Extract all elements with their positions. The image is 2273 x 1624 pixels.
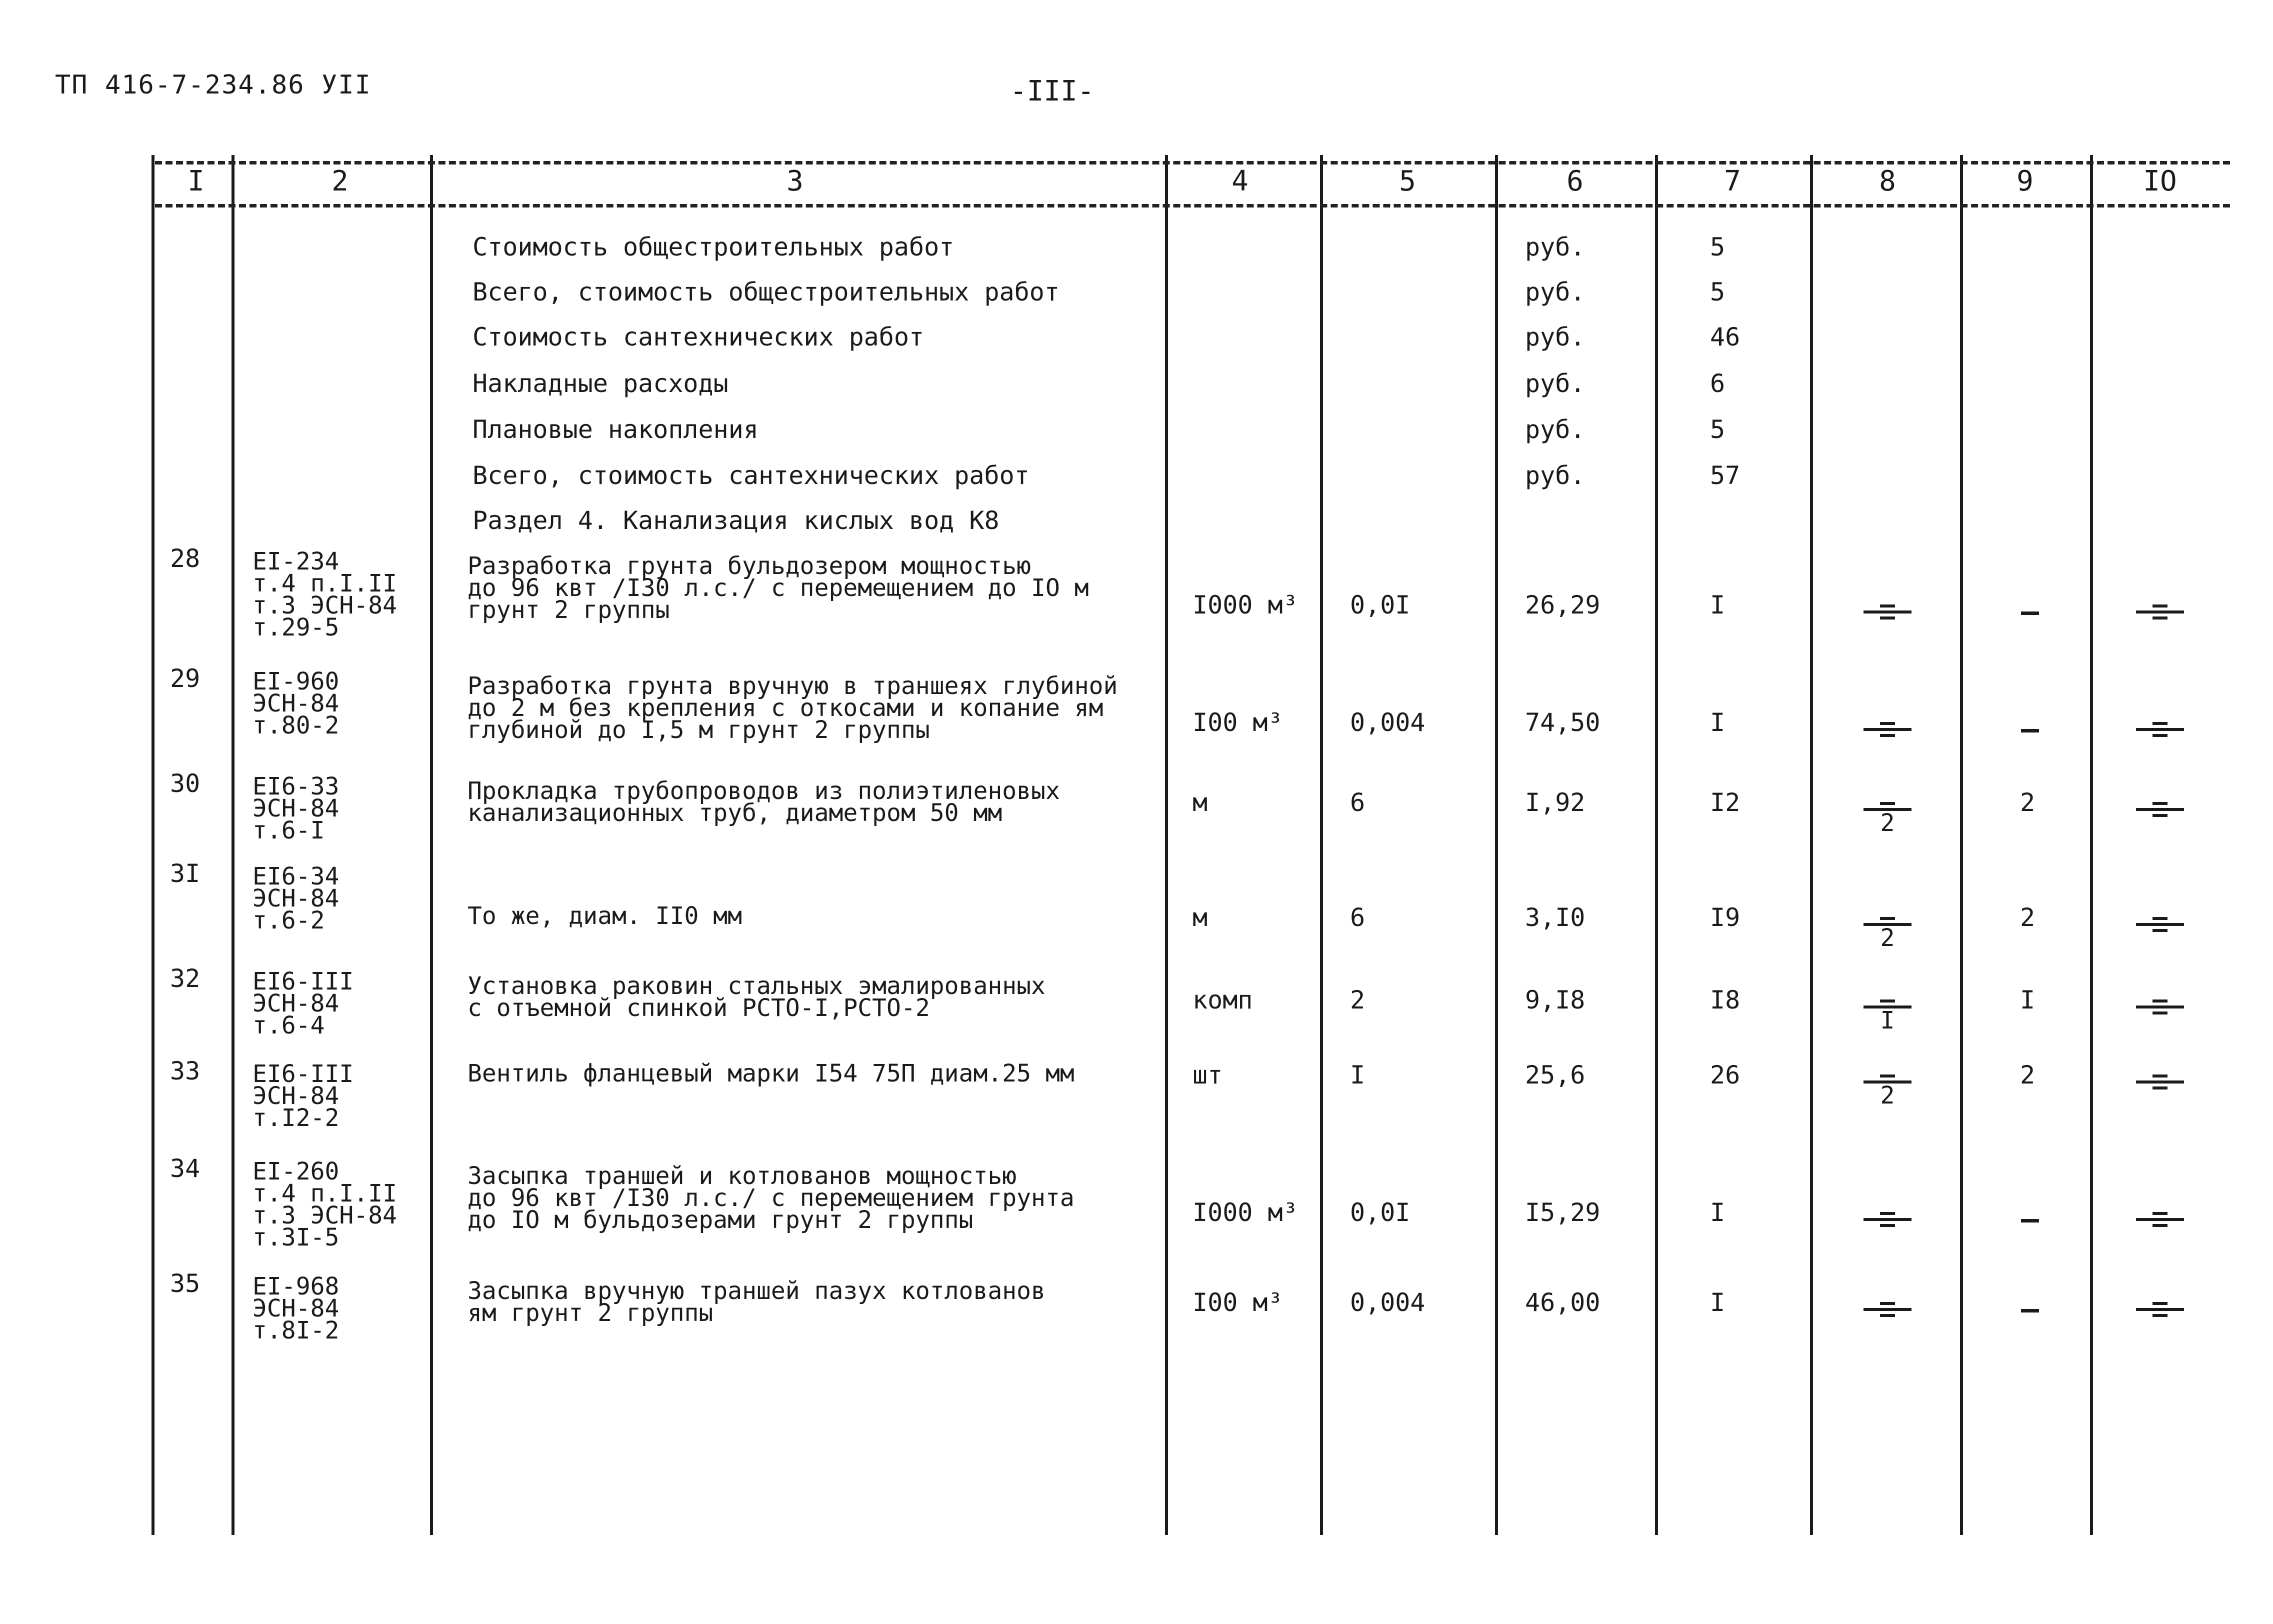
row-code: EI-260 т.4 п.I.II т.3 ЭСН-84 т.3I-5	[252, 1158, 397, 1252]
summary-unit: руб.	[1525, 369, 1586, 398]
row-price: 46,00	[1525, 1288, 1600, 1317]
fraction-bar	[2136, 1308, 2184, 1311]
row-code: EI6-33 ЭСН-84 т.6-I	[252, 772, 340, 844]
row-quantity: 6	[1350, 788, 1366, 817]
fraction-denominator: 2	[1880, 924, 1895, 952]
column-divider	[1320, 155, 1323, 1535]
fraction-bar	[2136, 610, 2184, 614]
row-quantity: 6	[1350, 903, 1366, 932]
fraction-tick	[2152, 722, 2168, 725]
fraction-tick	[1880, 1302, 1895, 1305]
fraction-tick	[2152, 1074, 2168, 1078]
col9-dash	[2021, 1219, 2039, 1222]
fraction-tick	[1880, 1212, 1895, 1215]
row-quantity: 2	[1350, 986, 1366, 1014]
row-code: EI6-34 ЭСН-84 т.6-2	[252, 862, 340, 934]
fraction-tick	[1880, 1000, 1895, 1002]
fraction-tick	[2152, 1224, 2168, 1227]
fraction-tick	[1880, 917, 1895, 920]
row-code: EI6-III ЭСН-84 т.I2-2	[252, 1060, 354, 1132]
col8-fraction	[1860, 1072, 1915, 1108]
row-description: Вентиль фланцевый марки I54 75П диам.25 мм	[468, 1060, 1074, 1088]
col10-fraction	[2132, 1072, 2188, 1092]
fraction-tick	[2152, 734, 2168, 737]
fraction-tick	[2152, 604, 2168, 608]
column-number-10: IO	[2143, 165, 2177, 198]
row-description: Разработка грунта вручную в траншеях глубиной до 2 м без крепления с откосами и копание ям глубиной до I,5 м грунт 2 группы	[468, 672, 1118, 744]
row-price: 9,I8	[1525, 986, 1586, 1014]
row-col7: I9	[1710, 903, 1740, 932]
summary-unit: руб.	[1525, 415, 1586, 444]
header-bottom-rule	[155, 204, 2230, 208]
fraction-tick	[2152, 929, 2168, 932]
column-number-6: 6	[1566, 165, 1584, 198]
fraction-denominator	[1880, 616, 1895, 620]
row-col7: I2	[1710, 788, 1740, 817]
summary-name: Всего, стоимость общестроительных работ	[472, 278, 1060, 306]
row-unit: м	[1192, 788, 1208, 817]
col10-fraction	[2132, 602, 2188, 622]
column-number-4: 4	[1232, 165, 1248, 198]
row-col9: I	[2020, 986, 2036, 1014]
row-code: EI-960 ЭСН-84 т.80-2	[252, 668, 340, 740]
fraction-bar	[2136, 808, 2184, 811]
column-number-2: 2	[332, 165, 348, 198]
summary-value: 57	[1710, 461, 1740, 490]
row-description: Прокладка трубопроводов из полиэтиленовых канализационных труб, диаметром 50 мм	[468, 777, 1060, 827]
document-code: ТП 416-7-234.86 УII	[55, 70, 372, 100]
column-divider	[1655, 155, 1658, 1535]
fraction-bar	[1864, 728, 1912, 731]
fraction-tick	[2152, 1314, 2168, 1317]
row-price: 26,29	[1525, 590, 1600, 620]
fraction-tick	[1880, 722, 1895, 725]
row-col9: 2	[2020, 1060, 2036, 1090]
column-divider	[1165, 155, 1168, 1535]
fraction-bar	[1864, 1218, 1912, 1221]
fraction-denominator	[1880, 1224, 1895, 1227]
summary-value: 5	[1710, 232, 1726, 262]
col10-fraction	[2132, 719, 2188, 740]
row-unit: I00 м³	[1192, 1288, 1283, 1317]
header-top-rule	[155, 161, 2230, 164]
row-price: 74,50	[1525, 708, 1600, 737]
col10-fraction	[2132, 799, 2188, 820]
fraction-bar	[2136, 1218, 2184, 1221]
fraction-tick	[1880, 802, 1895, 805]
col9-dash	[2021, 612, 2039, 615]
summary-unit: руб.	[1525, 278, 1586, 306]
summary-unit: руб.	[1525, 232, 1586, 262]
fraction-tick	[2152, 1212, 2168, 1215]
row-unit: I000 м³	[1192, 1198, 1298, 1227]
row-col7: I	[1710, 708, 1726, 737]
col8-fraction	[1860, 914, 1915, 950]
summary-value: 46	[1710, 322, 1740, 352]
row-number: 33	[170, 1056, 200, 1086]
col10-fraction	[2132, 914, 2188, 935]
column-number-9: 9	[2016, 165, 2034, 198]
row-unit: I000 м³	[1192, 590, 1298, 620]
column-divider	[1495, 155, 1498, 1535]
row-number: 3I	[170, 859, 200, 888]
fraction-denominator: 2	[1880, 1082, 1895, 1110]
row-quantity: 0,0I	[1350, 590, 1410, 620]
fraction-tick	[2152, 917, 2168, 920]
row-description: Разработка грунта бульдозером мощностью до 96 квт /I30 л.с./ с перемещением до IO м грунт 2 группы	[468, 552, 1089, 624]
fraction-tick	[2152, 802, 2168, 805]
page-number: -III-	[1010, 75, 1094, 108]
col9-dash	[2021, 729, 2039, 732]
row-unit: I00 м³	[1192, 708, 1283, 737]
col10-fraction	[2132, 996, 2188, 1018]
row-quantity: I	[1350, 1060, 1366, 1090]
fraction-tick	[2152, 1012, 2168, 1014]
fraction-denominator	[1880, 734, 1895, 737]
column-number-8: 8	[1879, 165, 1896, 198]
fraction-tick	[2152, 616, 2168, 620]
row-description: Установка раковин стальных эмалированных с отъемной спинкой РСТО-I,РСТО-2	[468, 972, 1046, 1022]
row-number: 32	[170, 964, 200, 993]
row-description: То же, диам. II0 мм	[468, 902, 742, 930]
summary-name: Всего, стоимость сантехнических работ	[472, 461, 1030, 490]
summary-value: 5	[1710, 278, 1726, 306]
row-unit: м	[1192, 903, 1208, 932]
summary-value: 5	[1710, 415, 1726, 444]
row-number: 29	[170, 664, 200, 693]
summary-value: 6	[1710, 369, 1726, 398]
fraction-tick	[2152, 814, 2168, 817]
fraction-bar	[2136, 1006, 2184, 1008]
column-number-5: 5	[1399, 165, 1416, 198]
column-divider	[2090, 155, 2093, 1535]
row-code: EI-968 ЭСН-84 т.8I-2	[252, 1272, 340, 1344]
row-price: I5,29	[1525, 1198, 1600, 1227]
fraction-tick	[1880, 1074, 1895, 1078]
column-number-3: 3	[786, 165, 804, 198]
col10-fraction	[2132, 1209, 2188, 1230]
row-price: 25,6	[1525, 1060, 1586, 1090]
col9-dash	[2021, 1309, 2039, 1312]
fraction-tick	[2152, 1086, 2168, 1090]
summary-name: Стоимость сантехнических работ	[472, 322, 924, 352]
row-quantity: 0,004	[1350, 1288, 1426, 1317]
summary-name: Стоимость общестроительных работ	[472, 232, 954, 262]
fraction-tick	[2152, 1302, 2168, 1305]
fraction-bar	[2136, 923, 2184, 926]
col8-fraction	[1860, 719, 1915, 740]
summary-unit: руб.	[1525, 461, 1586, 490]
summary-name: Накладные расходы	[472, 369, 728, 398]
section-title: Раздел 4. Канализация кислых вод К8	[472, 506, 1000, 535]
row-price: 3,I0	[1525, 903, 1586, 932]
col8-fraction	[1860, 602, 1915, 622]
column-divider	[232, 155, 234, 1535]
col8-fraction	[1860, 1299, 1915, 1320]
fraction-denominator: I	[1880, 1006, 1895, 1034]
row-col7: I8	[1710, 986, 1740, 1014]
column-divider	[1810, 155, 1813, 1535]
row-col7: I	[1710, 1288, 1726, 1317]
row-quantity: 0,004	[1350, 708, 1426, 737]
col10-fraction	[2132, 1299, 2188, 1320]
column-number-1: I	[188, 165, 204, 198]
row-number: 30	[170, 769, 200, 798]
column-divider	[1960, 155, 1963, 1535]
row-number: 35	[170, 1269, 200, 1298]
column-number-7: 7	[1724, 165, 1741, 198]
row-col7: 26	[1710, 1060, 1740, 1090]
column-divider	[430, 155, 433, 1535]
fraction-bar	[2136, 728, 2184, 731]
row-quantity: 0,0I	[1350, 1198, 1410, 1227]
fraction-tick	[1880, 604, 1895, 608]
row-price: I,92	[1525, 788, 1586, 817]
fraction-denominator	[1880, 1314, 1895, 1317]
row-number: 34	[170, 1154, 200, 1183]
fraction-bar	[1864, 1308, 1912, 1311]
col8-fraction	[1860, 996, 1915, 1032]
summary-name: Плановые накопления	[472, 415, 758, 444]
fraction-tick	[2152, 1000, 2168, 1002]
row-col7: I	[1710, 1198, 1726, 1227]
col8-fraction	[1860, 1209, 1915, 1230]
row-unit: комп	[1192, 986, 1253, 1014]
row-code: EI6-III ЭСН-84 т.6-4	[252, 968, 354, 1040]
row-description: Засыпка вручную траншей пазух котлованов ям грунт 2 группы	[468, 1277, 1046, 1327]
column-divider	[152, 155, 154, 1535]
summary-unit: руб.	[1525, 322, 1586, 352]
fraction-bar	[1864, 610, 1912, 614]
row-number: 28	[170, 544, 200, 573]
row-col9: 2	[2020, 903, 2036, 932]
col8-fraction	[1860, 799, 1915, 835]
row-col9: 2	[2020, 788, 2036, 817]
row-unit: шт	[1192, 1060, 1223, 1090]
row-code: EI-234 т.4 п.I.II т.3 ЭСН-84 т.29-5	[252, 548, 397, 642]
fraction-denominator: 2	[1880, 809, 1895, 837]
fraction-bar	[2136, 1080, 2184, 1084]
row-description: Засыпка траншей и котлованов мощностью до 96 квт /I30 л.с./ с перемещением грунта до IO м бульдозерами грунт 2 группы	[468, 1162, 1074, 1234]
row-col7: I	[1710, 590, 1726, 620]
